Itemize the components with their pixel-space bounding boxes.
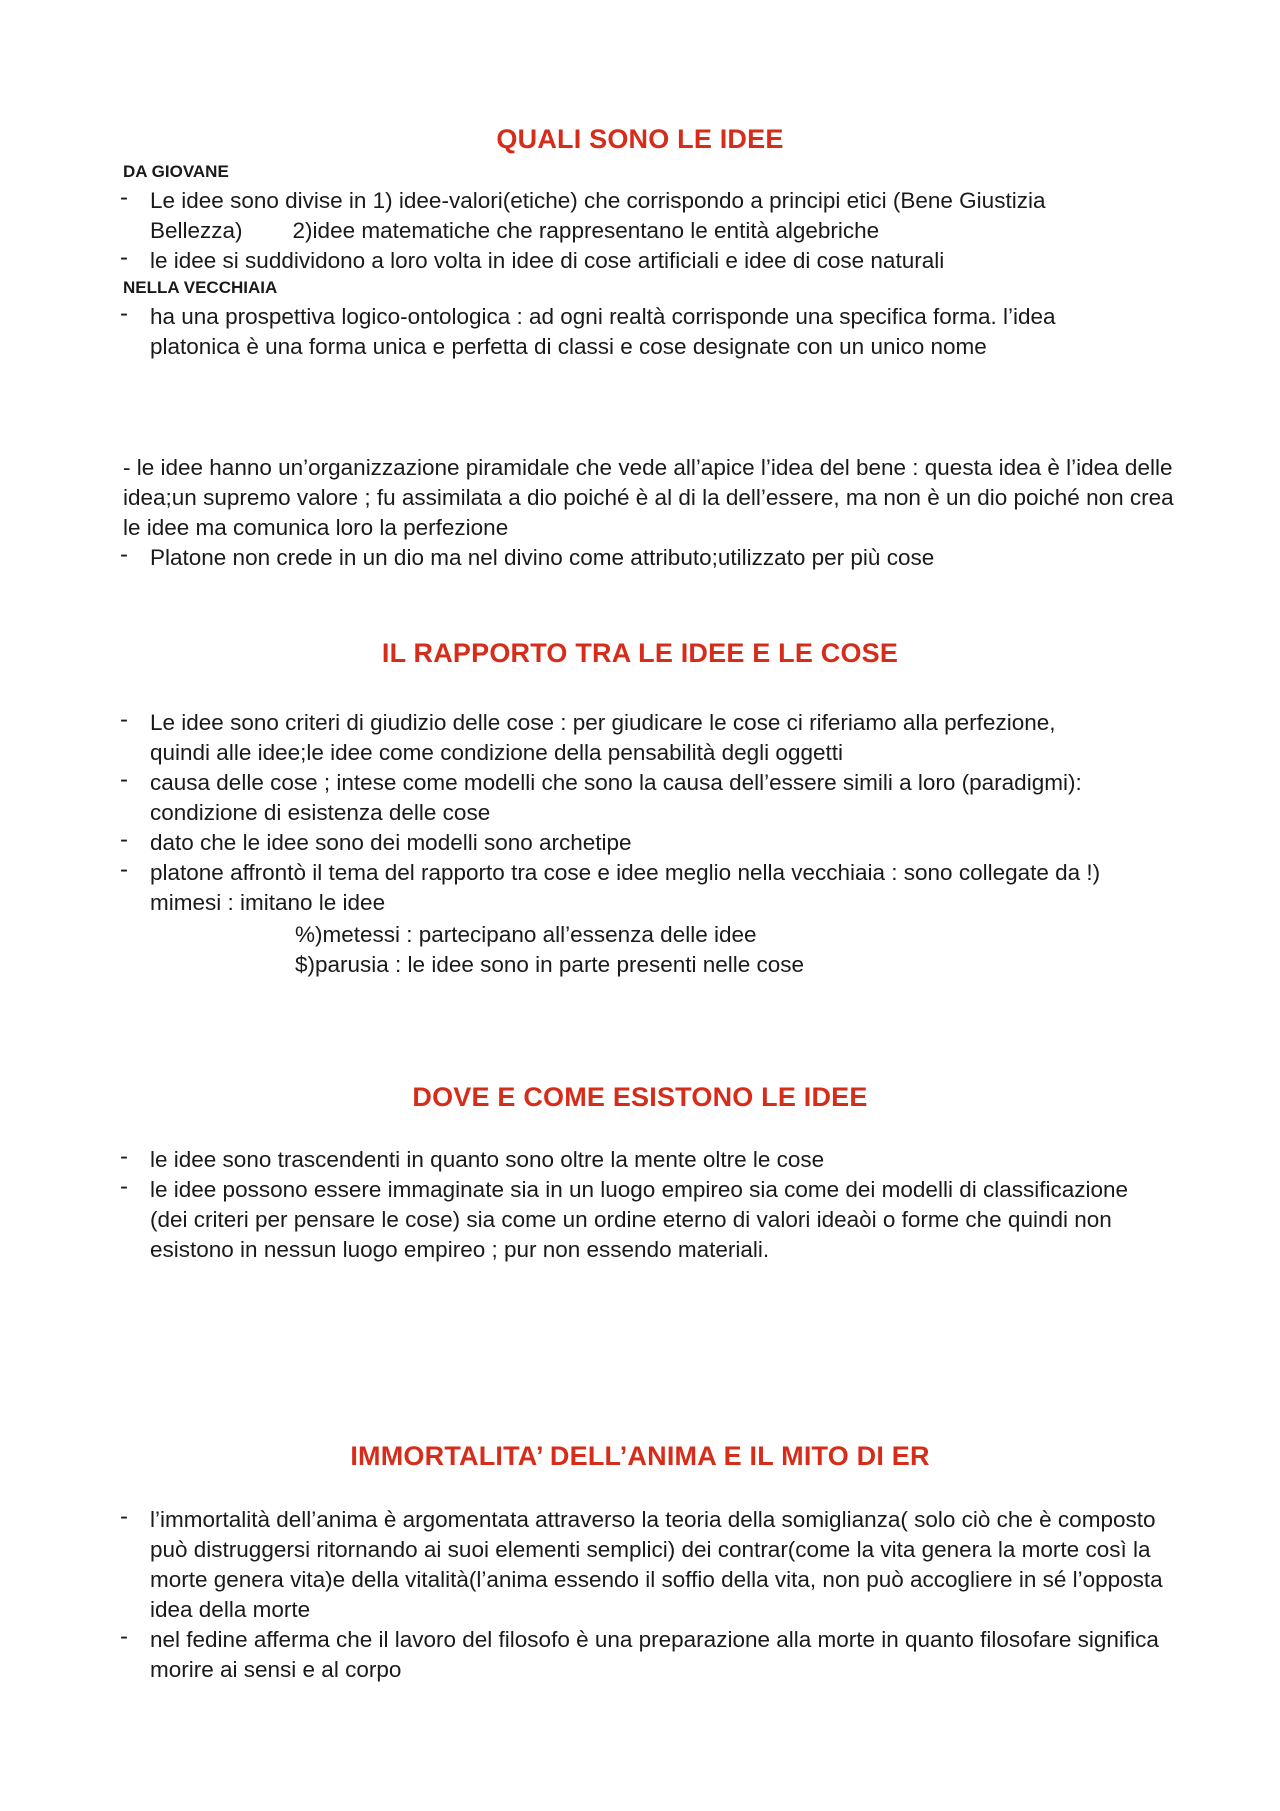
section-title-quali-sono-le-idee: QUALI SONO LE IDEE: [496, 124, 784, 154]
giovane-bullet1-part2: 2)idee matematiche che rappresentano le entità algebriche: [292, 218, 880, 243]
rapporto-list: [118, 708, 1118, 918]
immortalita-list: [118, 1505, 1178, 1685]
dove-list: [118, 1145, 1168, 1265]
list-item: - platone affrontò il tema del rapporto tra cose e idee meglio nella vecchiaia : sono collegate da !) mimesi : imitano le idee: [118, 858, 1118, 918]
section-title-rapporto: IL RAPPORTO TRA LE IDEE E LE COSE: [381, 638, 899, 668]
list-item: - causa delle cose ; intese come modelli che sono la causa dell’essere simili a loro (paradigmi): condizione di esistenza delle cose: [118, 768, 1118, 828]
label-da-giovane: DA GIOVANE: [123, 162, 229, 181]
list-item: - le idee si suddividono a loro volta in idee di cose artificiali e idee di cose naturali: [118, 246, 1118, 276]
giovane-list: [118, 186, 1118, 276]
sub-metessi: %)metessi : partecipano all’essenza delle idee: [295, 922, 757, 947]
sub-parusia: $)parusia : le idee sono in parte presenti nelle cose: [295, 952, 805, 977]
list-item: - le idee sono trascendenti in quanto sono oltre la mente oltre le cose: [118, 1145, 1168, 1175]
section-title-dove-e-come: DOVE E COME ESISTONO LE IDEE: [412, 1082, 868, 1112]
list-item: - nel fedine afferma che il lavoro del filosofo è una preparazione alla morte in quanto filosofare significa morire ai sensi e al corpo: [118, 1625, 1178, 1685]
giovane-bullet1-part1: Le idee sono divise in 1) idee-valori(etiche) che corrispondo a principi etici (Bene Giustizia Bellezza): [150, 188, 1046, 243]
list-item: - Le idee sono criteri di giudizio delle cose : per giudicare le cose ci riferiamo alla perfezione, quindi alle idee;le idee come condizione della pensabilità degli oggetti: [118, 708, 1118, 768]
list-item: - le idee possono essere immaginate sia in un luogo empireo sia come dei modelli di classificazione (dei criteri per pensare le cose) sia come un ordine eterno di valori ideaòi o forme che quindi non esistono in nessun luogo empireo ; pur non essendo materiali.: [118, 1175, 1168, 1265]
bene-paragraph: - le idee hanno un’organizzazione piramidale che vede all’apice l’idea del bene : questa idea è l’idea delle idea;un supremo valore ; fu assimilata a dio poiché è al di la dell’essere, ma non è un dio poiché non crea le idee ma comunica loro la perfezione: [123, 455, 1174, 540]
list-item: - Platone non crede in un dio ma nel divino come attributo;utilizzato per più cose: [118, 543, 1178, 573]
platone-list: [118, 543, 1178, 573]
vecchiaia-list: [118, 302, 1138, 362]
section-title-immortalita: IMMORTALITA’ DELL’ANIMA E IL MITO DI ER: [350, 1441, 930, 1471]
list-item: - ha una prospettiva logico-ontologica : ad ogni realtà corrisponde una specifica forma. l’idea platonica è una forma unica e perfetta di classi e cose designate con un unico nome: [118, 302, 1138, 362]
label-nella-vecchiaia: NELLA VECCHIAIA: [123, 278, 278, 297]
list-item: - dato che le idee sono dei modelli sono archetipe: [118, 828, 1118, 858]
list-item: [118, 186, 1118, 246]
list-item: - l’immortalità dell’anima è argomentata attraverso la teoria della somiglianza( solo ciò che è composto può distruggersi ritornando ai suoi elementi semplici) dei contrar(come la vita genera la morte così la morte genera vita)e della vitalità(l’anima essendo il soffio della vita, non può accogliere in sé l’opposta idea della morte: [118, 1505, 1178, 1625]
